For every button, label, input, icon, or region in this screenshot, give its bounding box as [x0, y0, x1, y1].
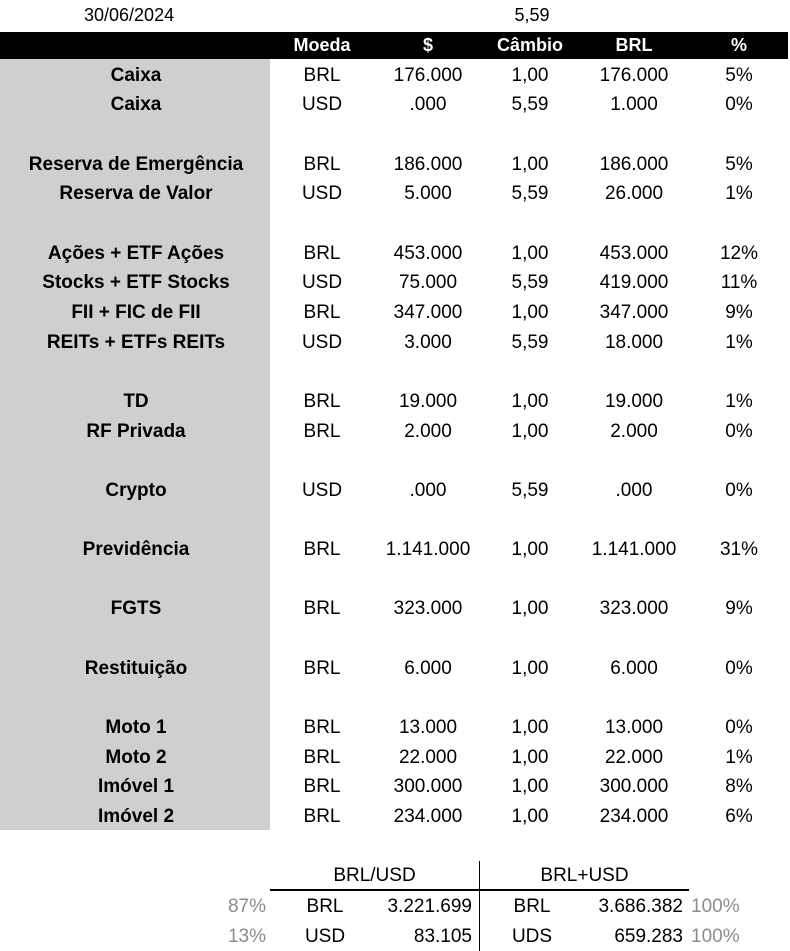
asset-amount: 13.000 [398, 717, 458, 738]
asset-rate: 1,00 [511, 539, 549, 560]
summary-header-brl-usd: BRL/USD [333, 865, 416, 886]
asset-percent: 11% [720, 272, 758, 293]
header-dollar: $ [422, 35, 433, 55]
header-moeda: Moeda [293, 35, 351, 55]
summary-value-total: 3.686.382 [598, 896, 683, 917]
asset-name: Caixa [110, 65, 162, 86]
asset-rate: 1,00 [511, 717, 549, 738]
asset-name: Caixa [110, 94, 162, 115]
asset-amount: .000 [409, 480, 447, 501]
asset-percent: 5% [725, 154, 753, 175]
asset-brl-value: 19.000 [604, 391, 664, 412]
asset-name: Previdência [82, 539, 190, 560]
asset-percent: 31% [719, 539, 759, 560]
asset-amount: 5.000 [404, 183, 452, 204]
summary-currency-total: UDS [511, 926, 553, 947]
header-pct: % [730, 35, 747, 55]
asset-amount: 3.000 [404, 332, 452, 353]
summary-total-percent: 100% [691, 926, 740, 947]
asset-percent: 5% [725, 65, 753, 86]
asset-brl-value: 22.000 [604, 747, 664, 768]
asset-amount: 1.141.000 [385, 539, 471, 560]
asset-brl-value: 186.000 [599, 154, 669, 175]
table-header [0, 32, 788, 59]
asset-amount: 323.000 [393, 598, 463, 619]
asset-currency: BRL [303, 539, 341, 560]
asset-currency: USD [301, 272, 343, 293]
asset-currency: BRL [303, 806, 341, 827]
asset-rate: 1,00 [511, 391, 549, 412]
asset-brl-value: 1.141.000 [591, 539, 677, 560]
asset-brl-value: 6.000 [610, 658, 658, 679]
asset-rate: 1,00 [511, 154, 549, 175]
asset-name: Moto 2 [105, 747, 167, 768]
asset-currency: BRL [303, 391, 341, 412]
asset-name: Reserva de Valor [59, 183, 213, 204]
header-brl: BRL [615, 35, 653, 55]
asset-currency: BRL [303, 598, 341, 619]
asset-currency: BRL [303, 717, 341, 738]
asset-rate: 1,00 [511, 658, 549, 679]
asset-percent: 0% [725, 717, 753, 738]
asset-name: Ações + ETF Ações [47, 243, 225, 264]
asset-currency: USD [301, 183, 343, 204]
asset-currency: USD [301, 480, 343, 501]
summary-share: 87% [227, 896, 266, 917]
asset-brl-value: 300.000 [599, 776, 669, 797]
asset-name: Imóvel 1 [97, 776, 175, 797]
asset-brl-value: 26.000 [604, 183, 664, 204]
asset-rate: 5,59 [511, 183, 549, 204]
asset-amount: 75.000 [398, 272, 458, 293]
asset-rate: 5,59 [511, 272, 549, 293]
asset-amount: .000 [409, 94, 447, 115]
asset-rate: 5,59 [511, 480, 549, 501]
asset-name: Restituição [84, 658, 188, 679]
asset-currency: BRL [303, 658, 341, 679]
asset-brl-value: 2.000 [610, 421, 658, 442]
asset-percent: 8% [725, 776, 753, 797]
asset-name: RF Privada [86, 421, 186, 442]
asset-currency: BRL [303, 776, 341, 797]
asset-rate: 1,00 [511, 806, 549, 827]
asset-name: Crypto [105, 480, 167, 501]
asset-brl-value: 18.000 [604, 332, 664, 353]
summary-value: 3.221.699 [387, 896, 472, 917]
header-cambio: Câmbio [496, 35, 563, 55]
asset-name: Reserva de Emergência [28, 154, 244, 175]
asset-percent: 1% [725, 747, 753, 768]
asset-percent: 1% [725, 332, 753, 353]
asset-rate: 1,00 [511, 302, 549, 323]
exchange-rate: 5,59 [514, 5, 550, 25]
asset-percent: 0% [725, 658, 753, 679]
asset-currency: BRL [303, 243, 341, 264]
summary-currency: USD [304, 926, 346, 947]
asset-brl-value: 176.000 [599, 65, 669, 86]
asset-rate: 5,59 [511, 94, 549, 115]
report-date: 30/06/2024 [84, 5, 175, 25]
summary-value: 83.105 [413, 926, 472, 947]
asset-brl-value: 453.000 [599, 243, 669, 264]
asset-rate: 5,59 [511, 332, 549, 353]
asset-percent: 6% [725, 806, 753, 827]
asset-percent: 12% [719, 243, 759, 264]
asset-amount: 176.000 [393, 65, 463, 86]
asset-amount: 6.000 [404, 658, 452, 679]
asset-rate: 1,00 [511, 421, 549, 442]
asset-amount: 2.000 [404, 421, 452, 442]
asset-brl-value: 1.000 [610, 94, 658, 115]
asset-amount: 300.000 [393, 776, 463, 797]
asset-percent: 1% [725, 391, 753, 412]
asset-name: Moto 1 [105, 717, 167, 738]
asset-rate: 1,00 [511, 747, 549, 768]
asset-rate: 1,00 [511, 776, 549, 797]
asset-currency: BRL [303, 421, 341, 442]
asset-currency: BRL [303, 302, 341, 323]
asset-currency: BRL [303, 154, 341, 175]
asset-name: Stocks + ETF Stocks [42, 272, 230, 293]
asset-name: FGTS [110, 598, 162, 619]
asset-amount: 453.000 [393, 243, 463, 264]
asset-name: FII + FIC de FII [71, 302, 201, 323]
asset-amount: 22.000 [398, 747, 458, 768]
asset-amount: 186.000 [393, 154, 463, 175]
summary-total-percent: 100% [691, 896, 740, 917]
asset-brl-value: 347.000 [599, 302, 669, 323]
summary-currency: BRL [306, 896, 344, 917]
asset-name: Imóvel 2 [97, 806, 175, 827]
asset-rate: 1,00 [511, 598, 549, 619]
summary-currency-total: BRL [513, 896, 551, 917]
asset-percent: 0% [725, 421, 753, 442]
asset-percent: 9% [725, 302, 753, 323]
asset-brl-value: 13.000 [604, 717, 664, 738]
asset-percent: 1% [725, 183, 753, 204]
asset-brl-value: .000 [615, 480, 653, 501]
asset-currency: BRL [303, 65, 341, 86]
asset-rate: 1,00 [511, 243, 549, 264]
asset-brl-value: 419.000 [599, 272, 669, 293]
asset-brl-value: 234.000 [599, 806, 669, 827]
asset-amount: 234.000 [393, 806, 463, 827]
asset-brl-value: 323.000 [599, 598, 669, 619]
asset-currency: USD [301, 94, 343, 115]
summary-value-total: 659.283 [614, 926, 683, 947]
asset-rate: 1,00 [511, 65, 549, 86]
summary-share: 13% [227, 926, 266, 947]
asset-percent: 0% [725, 94, 753, 115]
asset-amount: 347.000 [393, 302, 463, 323]
summary-header-brl-plus-usd: BRL+USD [540, 865, 629, 886]
asset-percent: 0% [725, 480, 753, 501]
asset-percent: 9% [725, 598, 753, 619]
asset-amount: 19.000 [398, 391, 458, 412]
asset-name: TD [123, 391, 149, 412]
asset-name: REITs + ETFs REITs [46, 332, 226, 353]
asset-currency: USD [301, 332, 343, 353]
summary-separator [479, 861, 480, 951]
asset-currency: BRL [303, 747, 341, 768]
